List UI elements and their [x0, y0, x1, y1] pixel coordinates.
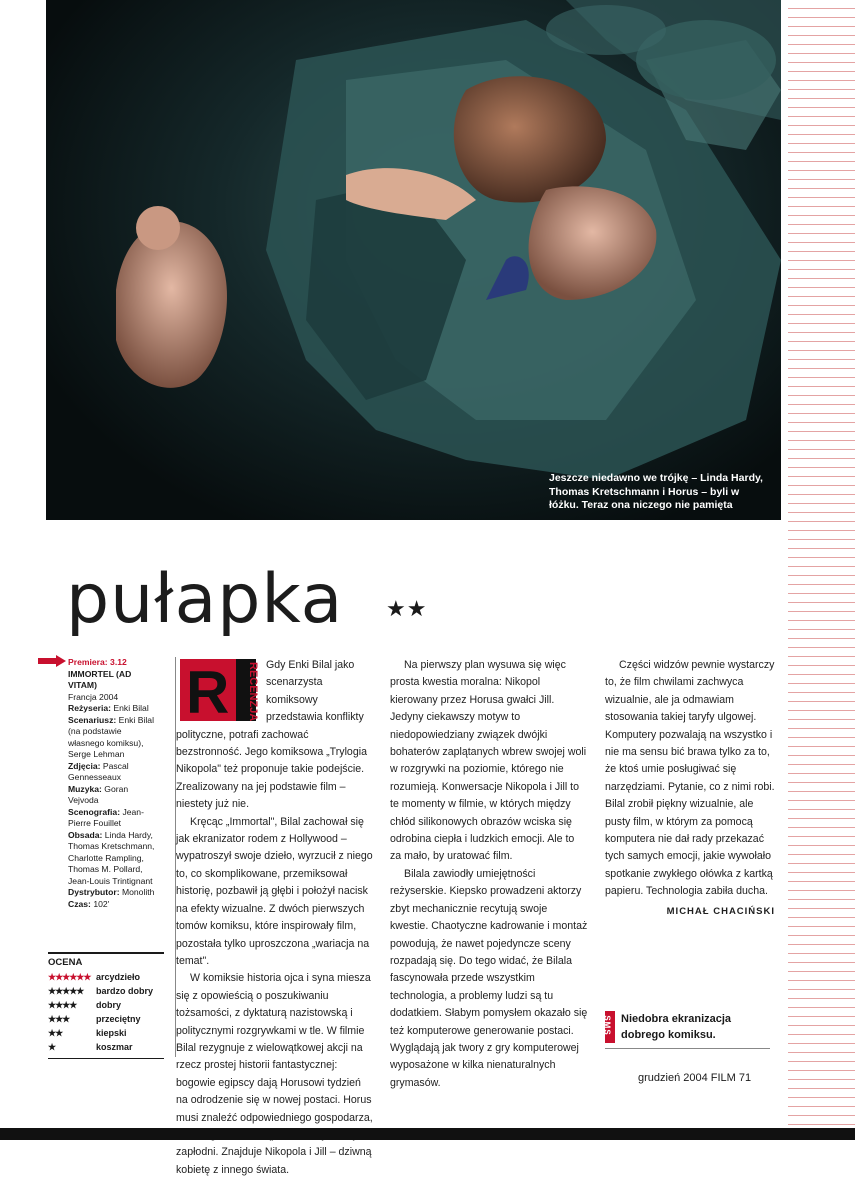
- rating-label: dobry: [96, 1000, 122, 1010]
- cast: Linda Hardy, Thomas Kretschmann, Charlotte Rampling, Thomas M. Pollard, Jean-Louis Trintignant: [68, 829, 155, 886]
- rating-stars: ★★★★: [48, 1000, 77, 1010]
- runtime-label: Czas:: [68, 898, 91, 909]
- badge-letter: R: [186, 659, 230, 726]
- music-label: Muzyka:: [68, 783, 102, 794]
- paragraph-6: Części widzów pewnie wystarczy to, że film chwilami zachwyca wizualnie, ale ja odmawiam stosowania takiej taryfy ulgowej. Komputery pozwalają na wszystko i nie ma sensu bić brawa tylko za to, że ktoś umie posługiwać się narzędziami. Pytanie, co z nimi robi. Bilal zrobił piękny wizualnie, ale pusty film, w którym za pomocą komputera nie dał rady przekazać tych samych emocji, jakie wywołało spotkanie zwykłego ołówka z kartką papieru. Technologia zabiła ducha.: [605, 659, 775, 898]
- author-byline: MICHAŁ CHACIŃSKI: [666, 905, 775, 917]
- writer: Enki Bilal (na podstawie własnego komiksu), Serge Lehman: [68, 714, 154, 759]
- article-title: pułapka: [66, 560, 344, 639]
- red-arrow-icon: [38, 655, 66, 667]
- page-footer: grudzień 2004 FILM 71: [638, 1072, 752, 1084]
- rating-title: OCENA: [48, 957, 83, 968]
- film-info: [38, 657, 160, 910]
- premiere-date: Premiera: 3.12: [68, 657, 127, 667]
- set-designer: Jean-Pierre Fouillet: [68, 806, 144, 828]
- rating-label: przeciętny: [96, 1014, 141, 1024]
- rating-label: arcydzieło: [96, 972, 141, 982]
- rating-legend: [48, 952, 164, 1059]
- runtime: 102': [93, 898, 110, 909]
- rating-label: koszmar: [96, 1042, 133, 1052]
- film-still-photo: [46, 0, 781, 520]
- rating-stars: ★★★★★★: [48, 972, 91, 982]
- rating-stars: ★★★: [48, 1014, 70, 1024]
- distributor: Monolith: [121, 887, 155, 897]
- photo-label: Zdjęcia:: [68, 760, 101, 771]
- photo-caption: Jeszcze niedawno we trójkę – Linda Hardy, Thomas Kretschmann i Horus – byli w łóżku. Teraz ona niczego nie pamięta: [549, 472, 763, 511]
- rating-row: [48, 984, 164, 998]
- photo-illustration: [46, 0, 781, 520]
- margin-ruled-lines: [788, 0, 855, 1140]
- recenzja-badge: [180, 659, 259, 726]
- sms-summary-box: [602, 1003, 770, 1049]
- rating-row: [48, 998, 164, 1012]
- bottom-bar: [0, 1128, 855, 1140]
- composer: Goran Vejvoda: [68, 783, 129, 805]
- rating-stars: ★★: [48, 1028, 63, 1038]
- country-year: Francja 2004: [68, 691, 119, 702]
- rating-row: [48, 1012, 164, 1026]
- film-original-title: IMMORTEL (AD VITAM): [68, 668, 132, 690]
- distributor-label: Dystrybutor:: [68, 887, 120, 897]
- article-column-1: [175, 657, 373, 1176]
- sms-text: Niedobra ekranizacja dobrego komiksu.: [621, 1013, 732, 1041]
- paragraph-2: Kręcąc „Immortal", Bilal zachował się jak ekranizator rodem z Hollywood – wypatroszył swoje dzieło, wyrzucił z niego to, co skomplikowane, przemiksował historię, pozbawił ją głębi i położył nacisk na efekty wizualne. Z dwóch pierwszych tomów komiksu, które inspirowały film, pozostała tylko uproszczona „wariacja na temat".: [176, 815, 373, 967]
- rating-row: [48, 1026, 164, 1040]
- set-label: Scenografia:: [68, 806, 121, 817]
- article-column-2: [390, 657, 588, 1089]
- sms-tag-label: SMS: [602, 1015, 612, 1036]
- paragraph-3: W komiksie historia ojca i syna miesza się z opowieścią o poszukiwaniu tożsamości, z dyktaturą nazistowską i politycznymi rozgrywkami w tle. W filmie Bilal rezygnuje z wielowątkowej akcji na rzecz prostej historii fantastycznej: bogowie egipscy dają Horusowi tydzień na odrodzenie się w nowej postaci. Horus musi znaleźć odpowiedniego gospodarza, zapłodni. Znajduje Nikopola i Jill – dziwną kobietę z innego świata.: [176, 972, 373, 1176]
- director: Enki Bilal: [113, 703, 149, 713]
- director-label: Reżyseria:: [68, 703, 111, 713]
- rating-label: kiepski: [96, 1028, 127, 1038]
- cinematographer: Pascal Gennesseaux: [68, 760, 129, 782]
- paragraph-5: Bilala zawiodły umiejętności reżyserskie. Kiepsko prowadzeni aktorzy zbyt mechanicznie recytują swoje kwestie. Chaotyczne kadrowanie i montaż powodują, że nawet pojedyncze sceny rozpadają się. Do tego widać, że Bilala fascynowała przede wszystkim technologia, a problemy ludzi są tu dodatkiem. Słabym pomysłem okazało się też komputerowe generowanie postaci. Wyglądają jak twory z gry komputerowej wyposażone w kilka nienaturalnych grymasów.: [390, 867, 588, 1089]
- article-column-3: [605, 657, 775, 920]
- rating-row: [48, 1040, 164, 1054]
- rating-row: [48, 970, 164, 984]
- rating-label: bardzo dobry: [96, 986, 154, 996]
- badge-word: RECENZJA: [247, 662, 259, 722]
- rating-stars: ★★★★★: [48, 986, 84, 996]
- paragraph-1: Gdy Enki Bilal jako scenarzysta komiksowy przedstawia konflikty polityczne, potrafi zachować bezstronność. Jego komiksowa „Trylogia Nikopola" też proponuje takie podejście. Zrealizowany na jej podstawie film – niestety już nie.: [176, 659, 367, 811]
- rating-stars: ★: [48, 1042, 56, 1052]
- cast-label: Obsada:: [68, 829, 103, 840]
- title-rating-stars: ★★: [386, 596, 428, 621]
- writer-label: Scenariusz:: [68, 714, 117, 725]
- sms-tag: [602, 1011, 615, 1043]
- paragraph-4: Na pierwszy plan wysuwa się więc prosta kwestia moralna: Nikopol kierowany przez Horusa gwałci Jill. Jedyny ciekawszy motyw to niedopowiedziany związek dwójki bohaterów zaplątanych wbrew swojej woli w rozgrywki na poziomie, którego nie rozumieją. Konwersacje Nikopola i Jill to te momenty w filmie, w których między chłód silikonowych obrazów wciska się odrobina ciepła i ludzkich emocji. Ale to za mało, by uratować film.: [390, 659, 587, 863]
